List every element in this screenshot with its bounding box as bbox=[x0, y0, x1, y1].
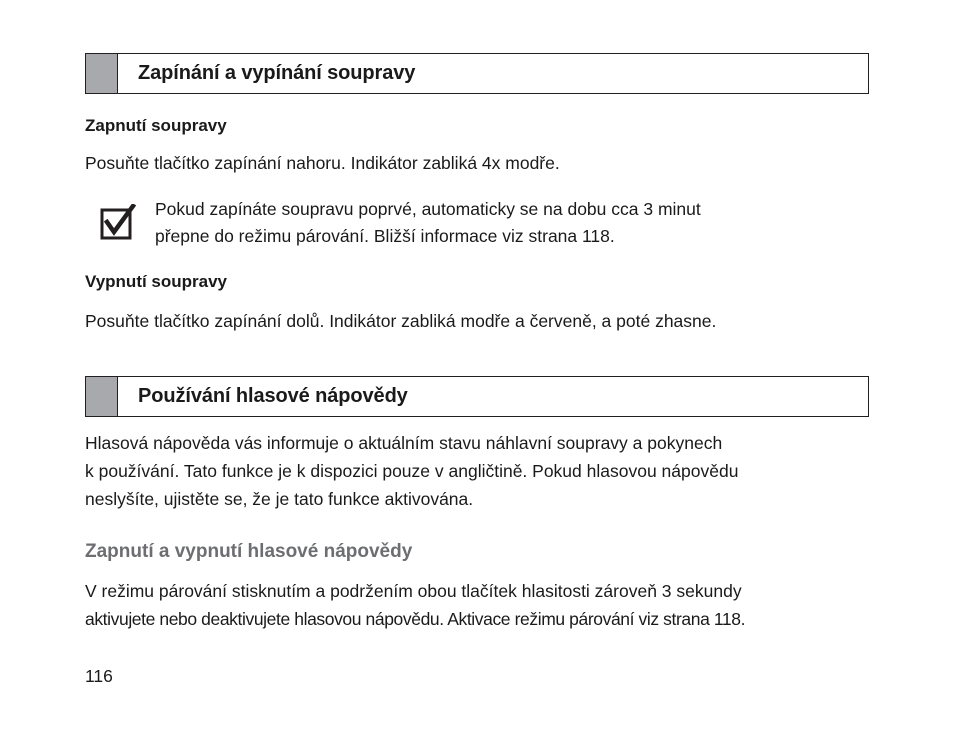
section-title: Používání hlasové nápovědy bbox=[138, 385, 408, 407]
section-header-power bbox=[85, 53, 869, 94]
subheading-voice-toggle: Zapnutí a vypnutí hlasové nápovědy bbox=[85, 541, 413, 562]
note-line: přepne do režimu párování. Bližší informace viz strana 118. bbox=[155, 226, 615, 246]
note-text bbox=[155, 196, 701, 250]
section-tab-marker bbox=[86, 377, 118, 416]
note-box bbox=[100, 196, 701, 250]
paragraph-voice-intro bbox=[85, 429, 738, 513]
subheading-power-on: Zapnutí soupravy bbox=[85, 116, 227, 135]
text-line: V režimu párování stisknutím a podržením obou tlačítek hlasitosti zároveň 3 sekundy bbox=[85, 581, 742, 601]
paragraph-power-on: Posuňte tlačítko zapínání nahoru. Indikátor zabliká 4x modře. bbox=[85, 153, 560, 173]
text-line: aktivujete nebo deaktivujete hlasovou nápovědu. Aktivace režimu párování viz strana 118. bbox=[85, 609, 746, 629]
checkbox-checked-icon bbox=[100, 204, 136, 240]
text-line: Hlasová nápověda vás informuje o aktuálním stavu náhlavní soupravy a pokynech bbox=[85, 433, 723, 453]
subheading-power-off: Vypnutí soupravy bbox=[85, 272, 228, 291]
text-line: neslyšíte, ujistěte se, že je tato funkce aktivována. bbox=[85, 489, 474, 509]
section-header-voice-prompts bbox=[85, 376, 869, 417]
note-line: Pokud zapínáte soupravu poprvé, automaticky se na dobu cca 3 minut bbox=[155, 199, 701, 219]
section-tab-marker bbox=[86, 54, 118, 93]
paragraph-power-off: Posuňte tlačítko zapínání dolů. Indikátor zabliká modře a červeně, a poté zhasne. bbox=[85, 311, 717, 331]
page-number: 116 bbox=[85, 666, 113, 686]
section-title: Zapínání a vypínání soupravy bbox=[138, 62, 416, 84]
text-line: k používání. Tato funkce je k dispozici pouze v angličtině. Pokud hlasovou nápovědu bbox=[85, 461, 739, 481]
paragraph-voice-toggle bbox=[85, 577, 745, 633]
